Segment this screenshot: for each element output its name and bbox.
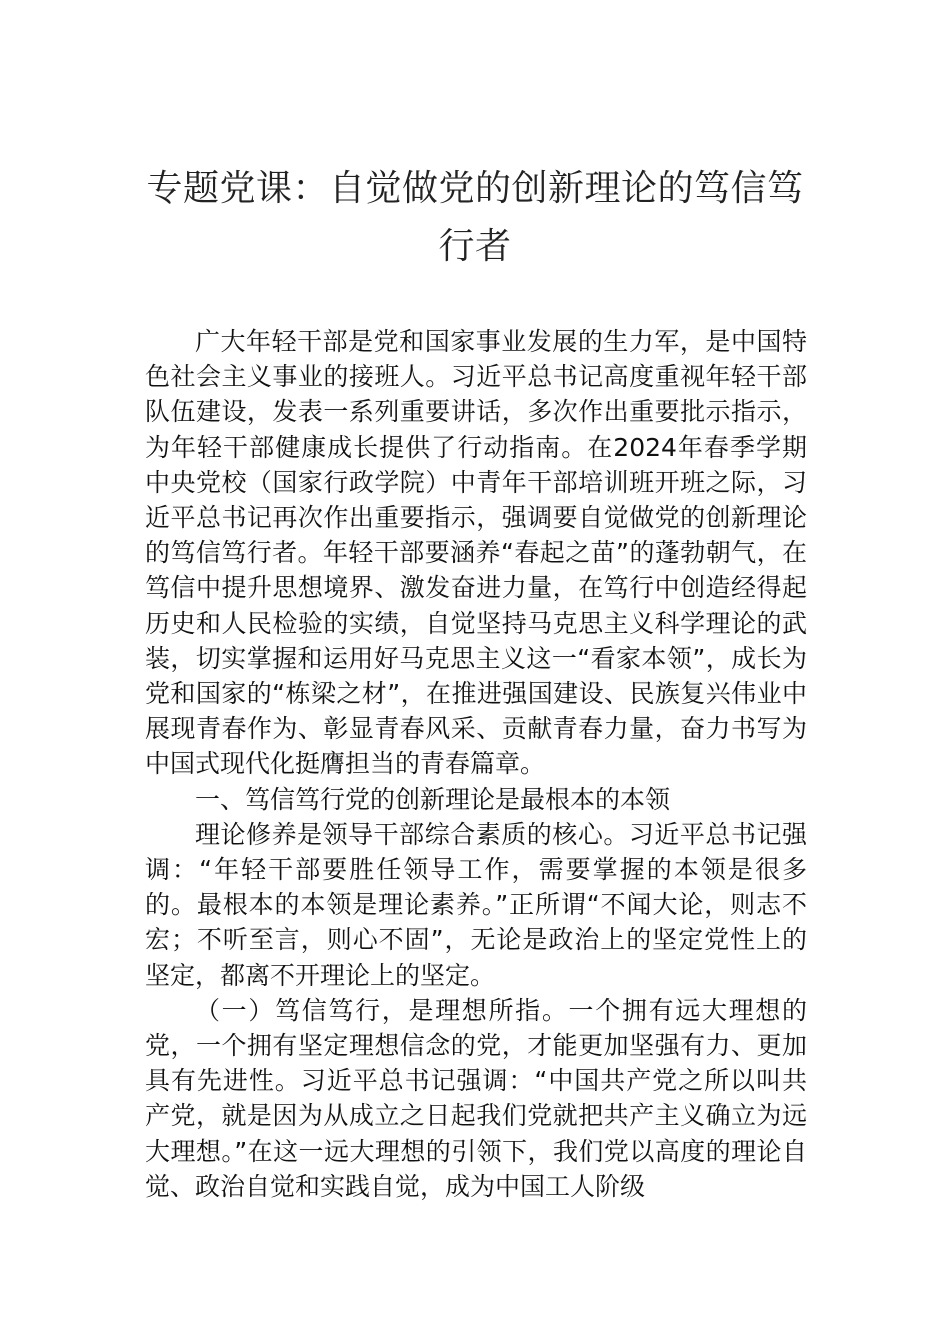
intro-paragraph: 广大年轻干部是党和国家事业发展的生力军，是中国特色社会主义事业的接班人。习近平总书记高度重视年轻干部队伍建设，发表一系列重要讲话，多次作出重要批示指示，为年轻干部健康成长提供了行动指南。在2024年春季学期中央党校（国家行政学院）中青年干部培训班开班之际，习近平总书记再次作出重要指示，强调要自觉做党的创新理论的笃信笃行者。年轻干部要涵养“春起之苗”的蓬勃朝气，在笃信中提升思想境界、激发奋进力量，在笃行中创造经得起历史和人民检验的实绩，自觉坚持马克思主义科学理论的武装，切实掌握和运用好马克思主义这一“看家本领”，成长为党和国家的“栋梁之材”，在推进强国建设、民族复兴伟业中展现青春作为、彰显青春风采、贡献青春力量，奋力书写为中国式现代化挺膺担当的青春篇章。 [145,327,807,779]
section-heading: 一、笃信笃行党的创新理论是最根本的本领 [195,784,671,814]
document-body [145,324,807,1204]
body-paragraph: 理论修养是领导干部综合素质的核心。习近平总书记强调：“年轻干部要胜任领导工作，需要掌握的本领是很多的。最根本的本领是理论素养。”正所谓“不闻大论，则志不宏；不听至言，则心不固”，无论是政治上的坚定党性上的坚定，都离不开理论上的坚定。 [145,819,807,990]
document-title: 专题党课：自觉做党的创新理论的笃信笃行者 [146,168,804,267]
subsection-paragraph: （一）笃信笃行，是理想所指。一个拥有远大理想的党，一个拥有坚定理想信念的党，才能更加坚强有力、更加具有先进性。习近平总书记强调：“中国共产党之所以叫共产党，就是因为从成立之日起我们党就把共产主义确立为远大理想。”在这一远大理想的引领下，我们党以高度的理论自觉、政治自觉和实践自觉，成为中国工人阶级 [145,995,807,1201]
